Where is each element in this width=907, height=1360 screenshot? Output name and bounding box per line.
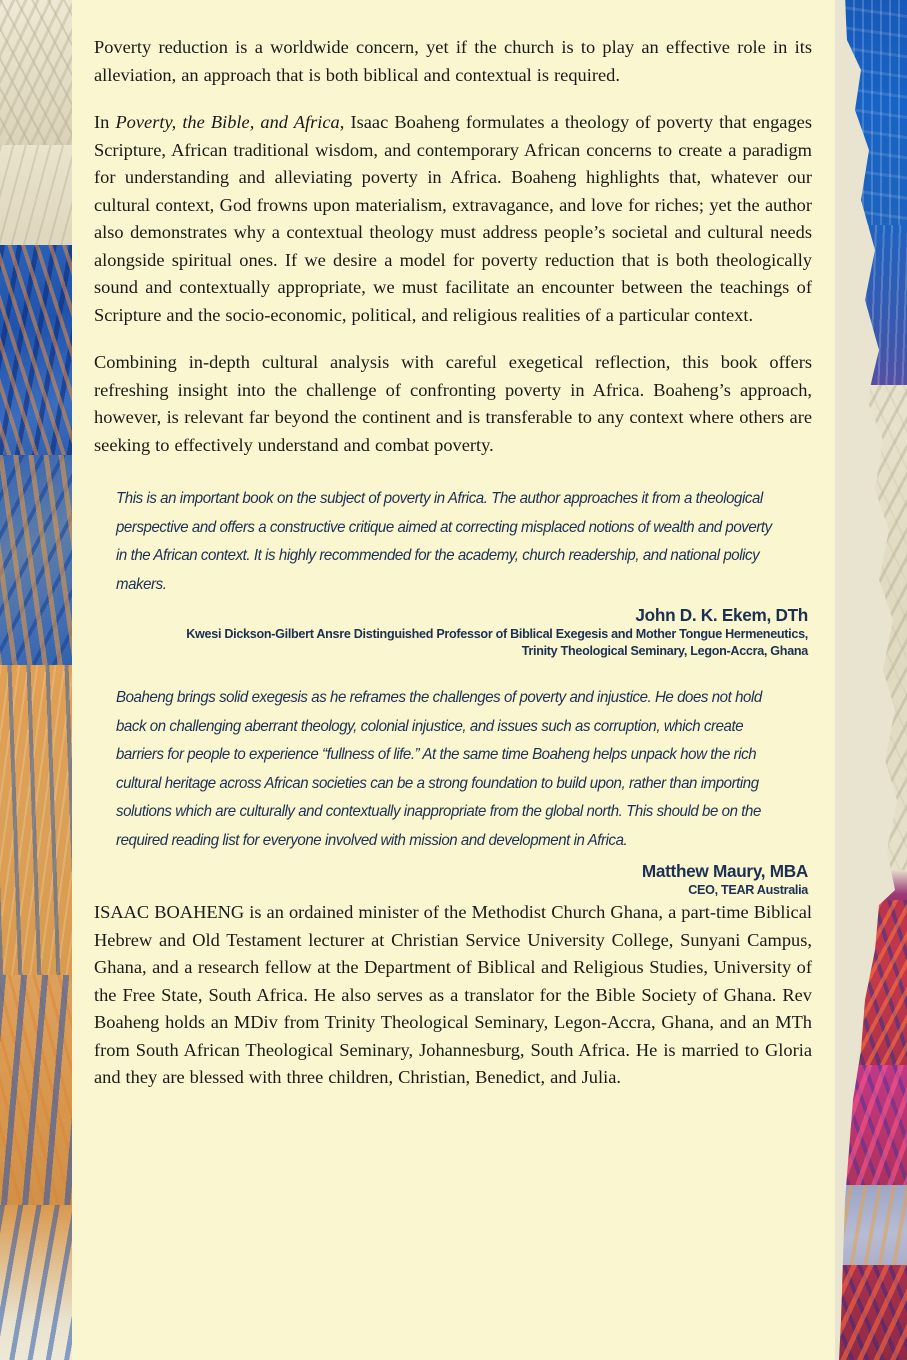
- endorser-role-line-2: Trinity Theological Seminary, Legon-Accra, Ghana: [521, 644, 808, 658]
- endorsements-section: [94, 485, 812, 899]
- endorser-role-line-1: Kwesi Dickson-Gilbert Ansre Distinguished Professor of Biblical Exegesis and Mother Tongue Hermeneutics,: [186, 627, 808, 641]
- endorser-role-line-1: CEO, TEAR Australia: [688, 883, 808, 897]
- content-column: [94, 34, 812, 1092]
- blurb-paragraph-1: Poverty reduction is a worldwide concern, yet if the church is to play an effective role in its alleviation, an approach that is both biblical and contextual is required.: [94, 37, 812, 85]
- blurb-para2-lead: In: [94, 112, 116, 132]
- edge-band-texture: [835, 225, 907, 395]
- edge-band-texture: [835, 900, 907, 1080]
- content-panel: [72, 0, 835, 1360]
- endorsement-quote: This is an important book on the subject of poverty in Africa. The author approaches it from a theological perspective and offers a constructive critique aimed at correcting misplaced notions of wealth and poverty in the African context. It is highly recommended for the academy, church readership, and national policy makers.: [116, 490, 772, 593]
- edge-band-texture: [0, 0, 78, 150]
- edge-band-texture: [835, 0, 907, 230]
- edge-band-texture: [0, 145, 78, 255]
- edge-band-texture: [0, 455, 78, 685]
- endorsement-block: [116, 485, 808, 660]
- endorsement-quote: Boaheng brings solid exegesis as he reframes the challenges of poverty and injustice. He does not hold back on challenging aberrant theology, colonial injustice, and issues such as corruption, which create barriers for people to experience “fullness of life.” At the same time Boaheng helps unpack how the rich cultural heritage across African societies can be a strong foundation to build upon, rather than importing solutions which are culturally and contextually inappropriate from the global north. This should be on the required reading list for everyone involved with mission and development in Africa.: [116, 689, 762, 849]
- endorser-name: Matthew Maury, MBA: [641, 861, 808, 881]
- torn-paper-overlay: [835, 0, 907, 1360]
- edge-band-texture: [0, 245, 78, 475]
- right-decorative-edge: [835, 0, 907, 1360]
- edge-band-texture: [835, 385, 907, 885]
- author-biography: ISAAC BOAHENG is an ordained minister of the Methodist Church Ghana, a part-time Biblical Hebrew and Old Testament lecturer at Christian Service University College, Sunyani Campus, Ghana, and a research fellow at the Department of Biblical and Religious Studies, University of the Free State, South Africa. He also serves as a translator for the Bible Society of Ghana. Rev Boaheng holds an MDiv from Trinity Theological Seminary, Legon-Accra, Ghana, and an MTh from South African Theological Seminary, Johannesburg, South Africa. He is married to Gloria and they are blessed with three children, Christian, Benedict, and Julia.: [94, 902, 812, 1087]
- edge-band-texture: [0, 1205, 78, 1360]
- edge-band-texture: [0, 665, 78, 995]
- blurb-paragraph-2: [94, 109, 812, 329]
- left-decorative-edge: [0, 0, 78, 1360]
- endorser-name: John D. K. Ekem, DTh: [635, 605, 808, 625]
- endorsement-attribution: [116, 860, 808, 899]
- blurb-paragraph-3: Combining in-depth cultural analysis with careful exegetical reflection, this book offers refreshing insight into the challenge of confronting poverty in Africa. Boaheng’s approach, however, is relevant far beyond the continent and is transferable to any context where others are seeking to effectively understand and combat poverty.: [94, 352, 812, 455]
- book-title-italic: Poverty, the Bible, and Africa: [115, 112, 340, 132]
- blurb-para2-rest: , Isaac Boaheng formulates a theology of poverty that engages Scripture, African traditional wisdom, and contemporary African concerns to create a paradigm for understanding and alleviating poverty in Africa. Boaheng highlights that, whatever our cultural context, God frowns upon materialism, extravagance, and love for riches; yet the author also demonstrates why a contextual theology must address people’s societal and cultural needs alongside spiritual ones. If we desire a model for poverty reduction that is both theologically sound and contextually appropriate, we must facilitate an encounter between the teachings of Scripture and the socio-economic, political, and religious realities of a particular context.: [94, 112, 812, 325]
- endorsement-attribution: [116, 604, 808, 660]
- edge-band-texture: [835, 870, 907, 910]
- endorsement-block: [116, 684, 808, 899]
- edge-band-texture: [0, 975, 78, 1225]
